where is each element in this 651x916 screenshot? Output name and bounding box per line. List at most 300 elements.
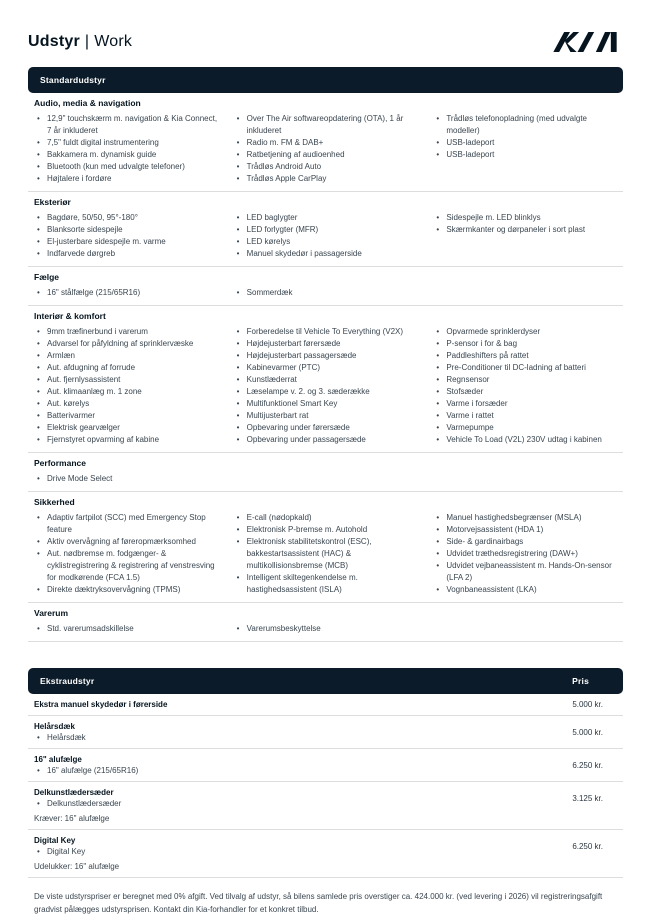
bullet-icon: • [436, 525, 440, 534]
bullet-icon: • [236, 213, 240, 222]
bullet-icon: • [236, 237, 240, 246]
equipment-column [34, 113, 218, 185]
equipment-item [34, 473, 218, 485]
equipment-column [234, 287, 418, 299]
price-disclaimer: De viste udstyrspriser er beregnet med 0% afgift. Ved tilvalg af udstyr, så bilens samlede pris overstiger ca. 424.000 kr. (ved levering i 2026) vil registreringsafgift gradvist pålægges udstyrsprisen. Kontakt din Kia-forhandler for et konkret tilbud. [34, 892, 603, 914]
extras-row-title: Helårsdæk [34, 722, 75, 731]
equipment-item-label: Multijusterbart rat [246, 411, 309, 420]
equipment-item-label: Ratbetjening af audioenhed [246, 150, 345, 159]
section-title: Performance [34, 458, 86, 468]
extras-bar-label: Ekstraudstyr [40, 676, 95, 686]
equipment-item-label: Armlæn [47, 351, 76, 360]
equipment-column [34, 512, 218, 596]
equipment-item [234, 173, 418, 185]
bullet-icon: • [436, 537, 440, 546]
equipment-item-label: Manuel hastighedsbegrænser (MSLA) [446, 513, 582, 522]
bullet-icon: • [37, 766, 40, 775]
extras-row-main [34, 699, 617, 710]
equipment-item-label: Forberedelse til Vehicle To Everything (V2X) [246, 327, 404, 336]
equipment-item [234, 137, 418, 149]
equipment-item-label: Helårsdæk [47, 733, 86, 742]
extras-row-main [34, 754, 617, 776]
equipment-item-label: Læselampe v. 2. og 3. sæderække [246, 387, 370, 396]
bullet-icon: • [236, 174, 240, 183]
equipment-column [433, 326, 617, 446]
equipment-item [433, 434, 617, 446]
extras-row-note: Kræver: 16" alufælge [34, 814, 110, 823]
extras-row-content [34, 699, 167, 710]
bullet-icon: • [37, 423, 40, 432]
equipment-item [34, 236, 218, 248]
bullet-icon: • [236, 423, 240, 432]
extras-row-content [34, 835, 85, 857]
equipment-item-label: 16" alufælge (215/65R16) [47, 766, 139, 775]
section-title: Sikkerhed [34, 497, 75, 507]
extras-row-main [34, 721, 617, 743]
extras-row-title: Digital Key [34, 836, 76, 845]
equipment-item-label: LED baglygter [246, 213, 298, 222]
section-columns [34, 473, 617, 485]
equipment-item [234, 398, 418, 410]
bullet-icon: • [436, 399, 440, 408]
section-title: Varerum [34, 608, 69, 618]
equipment-item [433, 326, 617, 338]
equipment-item-label: Aut. afdugning af forrude [47, 363, 136, 372]
extras-row-price: 5.000 kr. [572, 700, 603, 709]
equipment-item [34, 386, 218, 398]
bullet-icon: • [37, 225, 40, 234]
equipment-item-label: Aktiv overvågning af føreropmærksomhed [47, 537, 196, 546]
equipment-item-label: Stofsæder [446, 387, 484, 396]
bullet-icon: • [37, 549, 40, 558]
bullet-icon: • [436, 150, 440, 159]
extras-row-price: 6.250 kr. [572, 760, 603, 770]
bullet-icon: • [436, 351, 440, 360]
equipment-column [234, 212, 418, 260]
section-columns [34, 287, 617, 299]
bullet-icon: • [236, 375, 240, 384]
page-title-secondary: Work [94, 33, 133, 50]
extras-row-bullets [34, 798, 121, 809]
equipment-item [234, 113, 418, 137]
equipment-item-label: Trådløs Android Auto [246, 162, 322, 171]
standard-equipment-bar-label: Standardudstyr [40, 75, 106, 85]
equipment-item-label: Drive Mode Select [47, 474, 113, 483]
bullet-icon: • [37, 624, 40, 633]
equipment-item-label: Trådløs telefonopladning (med udvalgte modeller) [446, 114, 588, 135]
bullet-icon: • [37, 387, 40, 396]
bullet-icon: • [37, 339, 40, 348]
section-title: Fælge [34, 272, 60, 282]
equipment-item-label: P-sensor i for & bag [446, 339, 518, 348]
equipment-item-label: Aut. kørelys [47, 399, 90, 408]
bullet-icon: • [436, 513, 440, 522]
equipment-item-label: Udvidet vejbaneassistent m. Hands-On-sensor (LFA 2) [446, 561, 612, 582]
extras-price-header: Pris [572, 676, 589, 686]
equipment-item-label: Vognbaneassistent (LKA) [446, 585, 537, 594]
equipment-item [34, 536, 218, 548]
equipment-item [34, 161, 218, 173]
equipment-item [234, 236, 418, 248]
bullet-icon: • [436, 561, 440, 570]
section-title: Audio, media & navigation [34, 98, 141, 108]
bullet-icon: • [436, 375, 440, 384]
bullet-icon: • [236, 114, 240, 123]
equipment-item-label: Bakkamera m. dynamisk guide [47, 150, 157, 159]
equipment-item [234, 410, 418, 422]
equipment-item [433, 398, 617, 410]
equipment-item [34, 137, 218, 149]
bullet-icon: • [436, 363, 440, 372]
bullet-icon: • [236, 225, 240, 234]
equipment-item [34, 410, 218, 422]
extras-row-bullets [34, 765, 138, 776]
equipment-item [433, 560, 617, 584]
bullet-icon: • [37, 733, 40, 742]
equipment-item [34, 584, 218, 596]
equipment-item [433, 212, 617, 224]
bullet-icon: • [436, 225, 440, 234]
equipment-column [433, 473, 617, 485]
bullet-icon: • [37, 537, 40, 546]
equipment-item-label: Skærmkanter og dørpaneler i sort plast [446, 225, 586, 234]
equipment-item-label: Aut. fjernlysassistent [47, 375, 121, 384]
equipment-item-label: Intelligent skiltegenkendelse m. hastighedsassistent (ISLA) [246, 573, 358, 594]
equipment-item [234, 287, 418, 299]
equipment-column [234, 326, 418, 446]
equipment-item [433, 338, 617, 350]
equipment-item-label: Paddleshifters på rattet [446, 351, 529, 360]
bullet-icon: • [436, 411, 440, 420]
bullet-icon: • [37, 474, 40, 483]
bullet-icon: • [236, 387, 240, 396]
bullet-icon: • [436, 327, 440, 336]
bullet-icon: • [236, 363, 240, 372]
equipment-item-label: Digital Key [47, 847, 86, 856]
bullet-icon: • [37, 327, 40, 336]
page-title-primary: Udstyr [28, 33, 80, 50]
equipment-column [34, 326, 218, 446]
bullet-icon: • [436, 114, 440, 123]
section-columns [34, 512, 617, 596]
equipment-item-label: Aut. klimaanlæg m. 1 zone [47, 387, 142, 396]
equipment-item [34, 398, 218, 410]
equipment-item-label: Højdejusterbart passagersæde [246, 351, 357, 360]
equipment-item [433, 362, 617, 374]
equipment-item-label: 12,9" touchskærm m. navigation & Kia Connect, 7 år inkluderet [47, 114, 218, 135]
equipment-item-label: Adaptiv fartpilot (SCC) med Emergency Stop feature [47, 513, 206, 534]
equipment-item-label: Over The Air softwareopdatering (OTA), 1 år inkluderet [246, 114, 404, 135]
equipment-item [34, 623, 218, 635]
equipment-item [234, 572, 418, 596]
equipment-item [34, 846, 85, 857]
equipment-item-label: Std. varerumsadskillelse [47, 624, 134, 633]
bullet-icon: • [236, 513, 240, 522]
bullet-icon: • [236, 138, 240, 147]
equipment-item [34, 212, 218, 224]
bullet-icon: • [37, 174, 40, 183]
extras-row-price: 5.000 kr. [572, 727, 603, 737]
equipment-item [234, 536, 418, 572]
bullet-icon: • [37, 375, 40, 384]
bullet-icon: • [236, 150, 240, 159]
equipment-item [433, 374, 617, 386]
equipment-item-label: Højdejusterbart førersæde [246, 339, 341, 348]
equipment-item-label: Pre-Conditioner til DC-ladning af batteri [446, 363, 586, 372]
equipment-column [433, 113, 617, 185]
equipment-item-label: El-justerbare sidespejle m. varme [47, 237, 166, 246]
equipment-item [34, 548, 218, 584]
equipment-item-label: Elektronisk stabilitetskontrol (ESC), bakkestartsassistent (HAC) & multikollisionsbremse (MCB) [246, 537, 372, 570]
equipment-item-label: Side- & gardinairbags [446, 537, 524, 546]
equipment-item [34, 765, 138, 776]
bullet-icon: • [436, 423, 440, 432]
equipment-section [28, 492, 623, 603]
equipment-item [234, 386, 418, 398]
equipment-item-label: Batterivarmer [47, 411, 96, 420]
bullet-icon: • [236, 525, 240, 534]
equipment-item [34, 798, 121, 809]
equipment-item [433, 386, 617, 398]
equipment-item [234, 623, 418, 635]
extras-row-main [34, 835, 617, 857]
equipment-item [234, 422, 418, 434]
equipment-item [34, 149, 218, 161]
extras-row-title: Ekstra manuel skydedør i førerside [34, 700, 168, 709]
equipment-item-label: Delkunstlædersæder [47, 799, 122, 808]
section-title: Interiør & komfort [34, 311, 106, 321]
section-title: Eksteriør [34, 197, 71, 207]
bullet-icon: • [37, 138, 40, 147]
bullet-icon: • [436, 585, 440, 594]
equipment-item [34, 173, 218, 185]
equipment-item-label: Opvarmede sprinklerdyser [446, 327, 541, 336]
bullet-icon: • [436, 213, 440, 222]
equipment-section [28, 453, 623, 492]
bullet-icon: • [37, 288, 40, 297]
equipment-item-label: Blanksorte sidespejle [47, 225, 123, 234]
equipment-item-label: Kabinevarmer (PTC) [246, 363, 321, 372]
equipment-item-label: Varme i rattet [446, 411, 494, 420]
extras-row-main [34, 787, 617, 809]
bullet-icon: • [37, 799, 40, 808]
extras-row-price: 3.125 kr. [572, 793, 603, 803]
equipment-item-label: Elektronisk P-bremse m. Autohold [246, 525, 368, 534]
equipment-item [433, 410, 617, 422]
equipment-item [34, 338, 218, 350]
extras-row-content [34, 754, 138, 776]
equipment-item-label: Sidespejle m. LED blinklys [446, 213, 541, 222]
section-columns [34, 326, 617, 446]
equipment-item [34, 422, 218, 434]
equipment-item [234, 248, 418, 260]
equipment-item [34, 362, 218, 374]
equipment-item-label: Bluetooth (kun med udvalgte telefoner) [47, 162, 185, 171]
equipment-item [34, 512, 218, 536]
equipment-item-label: Opbevaring under passagersæde [246, 435, 366, 444]
equipment-item [234, 374, 418, 386]
equipment-column [433, 212, 617, 260]
section-columns [34, 212, 617, 260]
bullet-icon: • [436, 339, 440, 348]
extras-row [28, 749, 623, 782]
bullet-icon: • [236, 435, 240, 444]
equipment-column [234, 113, 418, 185]
bullet-icon: • [37, 249, 40, 258]
bullet-icon: • [236, 249, 240, 258]
equipment-item [433, 584, 617, 596]
equipment-item [34, 350, 218, 362]
equipment-item [433, 512, 617, 524]
bullet-icon: • [436, 435, 440, 444]
bullet-icon: • [37, 150, 40, 159]
bullet-icon: • [436, 138, 440, 147]
equipment-item-label: USB-ladeport [446, 138, 495, 147]
equipment-item-label: 7,5" fuldt digital instrumentering [47, 138, 159, 147]
equipment-column [234, 512, 418, 596]
equipment-item [34, 287, 218, 299]
equipment-column [433, 623, 617, 635]
equipment-item-label: Regnsensor [446, 375, 490, 384]
equipment-item [34, 113, 218, 137]
bullet-icon: • [236, 288, 240, 297]
equipment-column [234, 473, 418, 485]
equipment-item [433, 137, 617, 149]
kia-logo-icon [547, 32, 623, 52]
equipment-item [433, 536, 617, 548]
bullet-icon: • [37, 213, 40, 222]
bullet-icon: • [236, 411, 240, 420]
equipment-item-label: Indfarvede dørgreb [47, 249, 116, 258]
equipment-item-label: 9mm træfinerbund i varerum [47, 327, 148, 336]
equipment-section [28, 192, 623, 267]
equipment-item [34, 224, 218, 236]
extras-row [28, 694, 623, 716]
equipment-column [34, 623, 218, 635]
extras-row-price: 6.250 kr. [572, 841, 603, 851]
extras-row-title: Delkunstlædersæder [34, 788, 114, 797]
extras-row-bullets [34, 732, 86, 743]
equipment-item [34, 248, 218, 260]
standard-sections [28, 93, 623, 642]
equipment-item-label: Multifunktionel Smart Key [246, 399, 338, 408]
equipment-item-label: Advarsel for påfyldning af sprinklervæske [47, 339, 194, 348]
equipment-item-label: LED kørelys [246, 237, 291, 246]
equipment-item-label: Elektrisk gearvælger [47, 423, 120, 432]
equipment-item-label: Bagdøre, 50/50, 95°-180° [47, 213, 138, 222]
bullet-icon: • [436, 387, 440, 396]
equipment-item-label: Fjernstyret opvarming af kabine [47, 435, 160, 444]
bullet-icon: • [37, 847, 40, 856]
equipment-item [234, 326, 418, 338]
bullet-icon: • [37, 114, 40, 123]
extras-bar [28, 668, 623, 694]
bullet-icon: • [37, 237, 40, 246]
equipment-item-label: Sommerdæk [246, 288, 293, 297]
equipment-item [234, 512, 418, 524]
equipment-item [34, 434, 218, 446]
page-title-separator: | [84, 33, 90, 50]
extras-row-content [34, 721, 86, 743]
equipment-item [234, 350, 418, 362]
bullet-icon: • [236, 351, 240, 360]
extras-row [28, 716, 623, 749]
equipment-item-label: Varerumsbeskyttelse [246, 624, 321, 633]
equipment-item-label: Kunstlæderrat [246, 375, 297, 384]
equipment-item [433, 422, 617, 434]
bullet-icon: • [37, 411, 40, 420]
equipment-item [234, 149, 418, 161]
bullet-icon: • [37, 435, 40, 444]
equipment-section [28, 267, 623, 306]
bullet-icon: • [436, 549, 440, 558]
standard-equipment-bar [28, 67, 623, 93]
equipment-item [34, 374, 218, 386]
equipment-item-label: Direkte dæktryksovervågning (TPMS) [47, 585, 181, 594]
equipment-item-label: E-call (nødopkald) [246, 513, 312, 522]
extras-row-bullets [34, 846, 85, 857]
equipment-column [234, 623, 418, 635]
bullet-icon: • [37, 363, 40, 372]
equipment-item-label: USB-ladeport [446, 150, 495, 159]
equipment-item [234, 338, 418, 350]
extras-row-note: Udelukker: 16" alufælge [34, 862, 120, 871]
bullet-icon: • [236, 339, 240, 348]
equipment-item [34, 732, 86, 743]
equipment-item-label: Udvidet træthedsregistrering (DAW+) [446, 549, 578, 558]
equipment-item-label: Aut. nødbremse m. fodgænger- & cyklistregistrering & registrering af venstresving for modkørende (FCA 1.5) [47, 549, 215, 582]
equipment-item [34, 326, 218, 338]
equipment-column [433, 287, 617, 299]
bullet-icon: • [236, 162, 240, 171]
equipment-item-label: Radio m. FM & DAB+ [246, 138, 324, 147]
equipment-column [34, 287, 218, 299]
section-columns [34, 113, 617, 185]
equipment-section [28, 93, 623, 192]
page-header [28, 30, 623, 54]
extras-row [28, 830, 623, 878]
equipment-item-label: Opbevaring under førersæde [246, 423, 350, 432]
equipment-item [234, 224, 418, 236]
equipment-item [433, 548, 617, 560]
equipment-item [234, 212, 418, 224]
equipment-item-label: Varme i forsæder [446, 399, 508, 408]
equipment-section [28, 306, 623, 453]
bullet-icon: • [236, 573, 240, 582]
equipment-item-label: Vehicle To Load (V2L) 230V udtag i kabinen [446, 435, 602, 444]
equipment-column [34, 212, 218, 260]
page-title [28, 33, 132, 51]
equipment-item [234, 362, 418, 374]
extras-row-title: 16" alufælge [34, 755, 82, 764]
extras-rows [28, 694, 623, 878]
extras-row-content [34, 787, 121, 809]
bullet-icon: • [236, 327, 240, 336]
equipment-item-label: Motorvejsassistent (HDA 1) [446, 525, 544, 534]
equipment-item [433, 224, 617, 236]
equipment-column [34, 473, 218, 485]
bullet-icon: • [37, 399, 40, 408]
bullet-icon: • [236, 537, 240, 546]
bullet-icon: • [37, 585, 40, 594]
equipment-item [234, 524, 418, 536]
equipment-column [433, 512, 617, 596]
equipment-item [433, 149, 617, 161]
bullet-icon: • [37, 513, 40, 522]
section-columns [34, 623, 617, 635]
equipment-section [28, 603, 623, 642]
bullet-icon: • [236, 624, 240, 633]
